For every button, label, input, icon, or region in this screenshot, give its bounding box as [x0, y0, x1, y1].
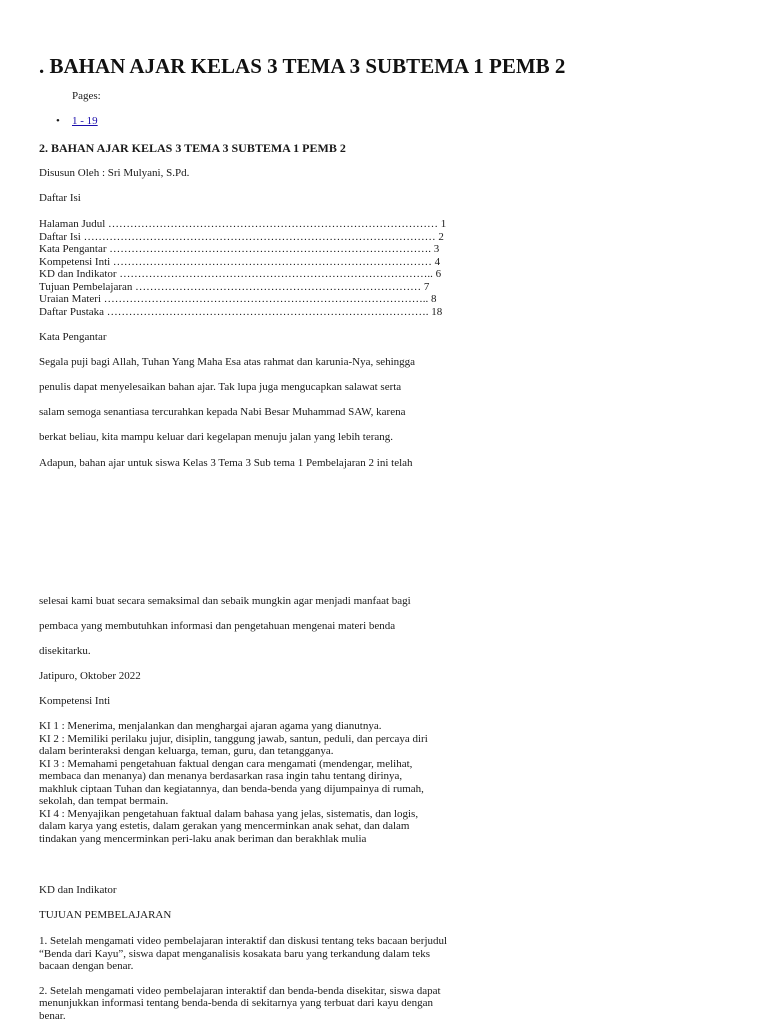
- pages-list-item: [39, 114, 98, 128]
- document-subtitle: 2. BAHAN AJAR KELAS 3 TEMA 3 SUBTEMA 1 PEMB 2: [39, 141, 346, 155]
- toc-item: Uraian Materi …………………………………………………………………………….. 8: [39, 293, 437, 305]
- preface-line: berkat beliau, kita mampu keluar dari kegelapan menuju jalan yang lebih terang.: [39, 431, 394, 443]
- ki-heading: Kompetensi Inti: [39, 695, 111, 707]
- pages-label: Pages:: [72, 90, 101, 102]
- tp-item: 2. Setelah mengamati video pembelajaran interaktif dan benda-benda disekitar, siswa dapat menunjukkan informasi tentang benda-benda di sekitarnya yang terbuat dari kayu dengan benar.: [39, 984, 441, 1022]
- preface-line: pembaca yang membutuhkan informasi dan pengetahuan mengenai materi benda: [39, 620, 396, 632]
- preface-line: salam semoga senantiasa tercurahkan kepada Nabi Besar Muhammad SAW, karena: [39, 406, 406, 418]
- toc-item: Kompetensi Inti …………………………………………………………………………… 4: [39, 255, 441, 268]
- place-date: Jatipuro, Oktober 2022: [39, 670, 141, 682]
- ki-item: KI 1 : Menerima, menjalankan dan menghargai ajaran agama yang dianutnya.: [39, 720, 382, 732]
- toc-item: Tujuan Pembelajaran …………………………………………………………………… 7: [39, 280, 430, 293]
- tp-item: 1. Setelah mengamati video pembelajaran interaktif dan diskusi tentang teks bacaan berjudul “Benda dari Kayu”, siswa dapat menganalisis kosakata baru yang terkandung dalam teks bacaan dengan benar.: [39, 935, 448, 972]
- pages-link[interactable]: 1 - 19: [72, 115, 98, 127]
- table-of-contents: [39, 218, 446, 318]
- author-line: Disusun Oleh : Sri Mulyani, S.Pd.: [39, 167, 190, 179]
- toc-item: Daftar Isi …………………………………………………………………………………… 2: [39, 230, 444, 243]
- preface-line: Segala puji bagi Allah, Tuhan Yang Maha Esa atas rahmat dan karunia-Nya, sehingga: [39, 356, 416, 368]
- ki-item: KI 3 : Memahami pengetahuan faktual dengan cara mengamati (mendengar, melihat, membaca dan menanya) dan menanya berdasarkan rasa ingin tahu tentang dirinya, makhluk ciptaan Tuhan dan kegiatannya, dan benda-benda yang dijumpainya di rumah, sekolah, dan tempat bermain.: [39, 757, 424, 807]
- preface-line: disekitarku.: [39, 645, 91, 657]
- document-title: . BAHAN AJAR KELAS 3 TEMA 3 SUBTEMA 1 PEMB 2: [39, 54, 566, 78]
- tp-list: [39, 935, 449, 1034]
- kd-heading: KD dan Indikator: [39, 884, 117, 896]
- toc-item: Halaman Judul ……………………………………………………………………………… 1: [39, 218, 447, 230]
- toc-item: Kata Pengantar ……………………………………………………………………………. 3: [39, 243, 440, 255]
- preface-line: penulis dapat menyelesaikan bahan ajar. Tak lupa juga mengucapkan salawat serta: [39, 381, 402, 393]
- toc-item: Daftar Pustaka ……………………………………………………………………………. 18: [39, 305, 443, 318]
- ki-list: [39, 720, 439, 845]
- preface-heading: Kata Pengantar: [39, 331, 107, 343]
- ki-item: KI 2 : Memiliki perilaku jujur, disiplin, tanggung jawab, santun, peduli, dan percaya diri dalam berinteraksi dengan keluarga, teman, guru, dan tetangganya.: [39, 732, 428, 757]
- pages-list: [39, 114, 98, 128]
- preface-line: selesai kami buat secara semaksimal dan sebaik mungkin agar menjadi manfaat bagi: [39, 595, 411, 607]
- ki-item: KI 4 : Menyajikan pengetahuan faktual dalam bahasa yang jelas, sistematis, dan logis, dalam karya yang estetis, dalam gerakan yang mencerminkan anak sehat, dan dalam tindakan yang mencerminkan peri-laku anak beriman dan berakhlak mulia: [39, 807, 419, 845]
- toc-item: KD dan Indikator ………………………………………………………………………….. 6: [39, 268, 442, 280]
- preface-line: Adapun, bahan ajar untuk siswa Kelas 3 Tema 3 Sub tema 1 Pembelajaran 2 ini telah: [39, 457, 413, 469]
- toc-heading: Daftar Isi: [39, 192, 81, 204]
- tp-heading: TUJUAN PEMBELAJARAN: [39, 909, 172, 921]
